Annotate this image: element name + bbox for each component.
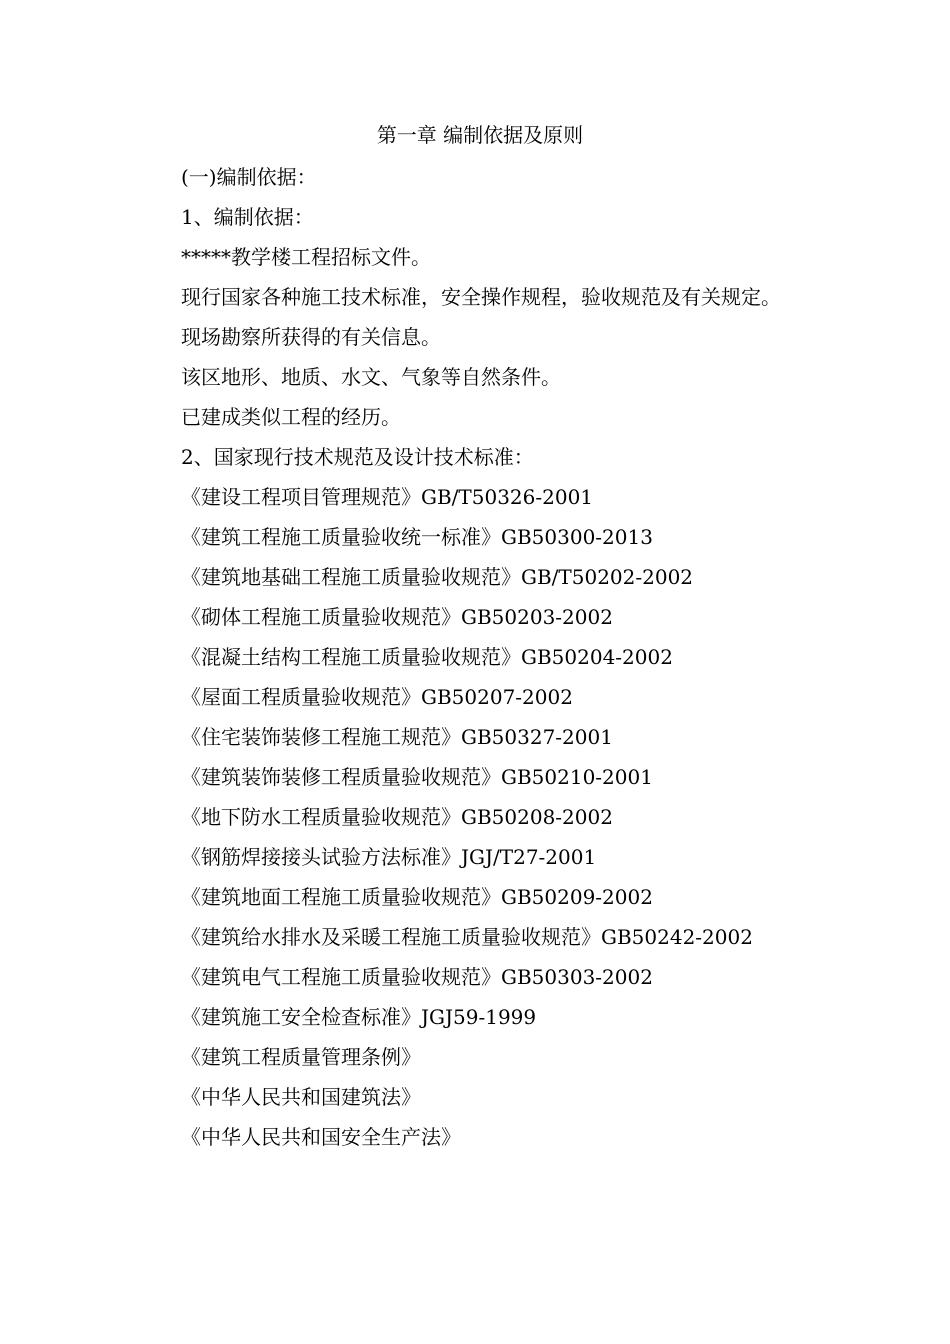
standard-reference: 《住宅装饰装修工程施工规范》GB50327-2001	[181, 725, 613, 749]
standard-reference: 《中华人民共和国建筑法》	[181, 1085, 421, 1109]
basis-item: 现场勘察所获得的有关信息。	[181, 325, 441, 349]
chapter-title: 第一章 编制依据及原则	[376, 123, 584, 147]
standard-reference: 《屋面工程质量验收规范》GB50207-2002	[181, 685, 573, 709]
document-body	[181, 157, 921, 1157]
standard-reference: 《建筑地面工程施工质量验收规范》GB50209-2002	[181, 885, 653, 909]
basis-item: *****教学楼工程招标文件。	[181, 245, 431, 269]
standard-reference: 《钢筋焊接接头试验方法标准》JGJ/T27-2001	[181, 845, 597, 869]
standard-reference: 《建设工程项目管理规范》GB/T50326-2001	[181, 485, 594, 509]
standard-reference: 《混凝土结构工程施工质量验收规范》GB50204-2002	[181, 645, 673, 669]
section-heading: (一)编制依据：	[181, 165, 317, 189]
subsection-2-heading: 2、国家现行技术规范及设计技术标准：	[181, 445, 534, 469]
standard-reference: 《建筑工程施工质量验收统一标准》GB50300-2013	[181, 525, 653, 549]
standard-reference: 《建筑地基础工程施工质量验收规范》GB/T50202-2002	[181, 565, 694, 589]
standard-reference: 《建筑装饰装修工程质量验收规范》GB50210-2001	[181, 765, 653, 789]
basis-item: 已建成类似工程的经历。	[181, 405, 401, 429]
standard-reference: 《地下防水工程质量验收规范》GB50208-2002	[181, 805, 613, 829]
standard-reference: 《建筑工程质量管理条例》	[181, 1045, 421, 1069]
standard-reference: 《中华人民共和国安全生产法》	[181, 1125, 461, 1149]
standard-reference: 《建筑给水排水及采暖工程施工质量验收规范》GB50242-2002	[181, 925, 753, 949]
standard-reference: 《建筑电气工程施工质量验收规范》GB50303-2002	[181, 965, 653, 989]
standards-list	[181, 477, 921, 1157]
subsection-1-heading: 1、编制依据：	[181, 205, 314, 229]
standard-reference: 《建筑施工安全检查标准》JGJ59-1999	[181, 1005, 537, 1029]
basis-item: 该区地形、地质、水文、气象等自然条件。	[181, 365, 561, 389]
standard-reference: 《砌体工程施工质量验收规范》GB50203-2002	[181, 605, 613, 629]
basis-item: 现行国家各种施工技术标准，安全操作规程，验收规范及有关规定。	[181, 285, 781, 309]
